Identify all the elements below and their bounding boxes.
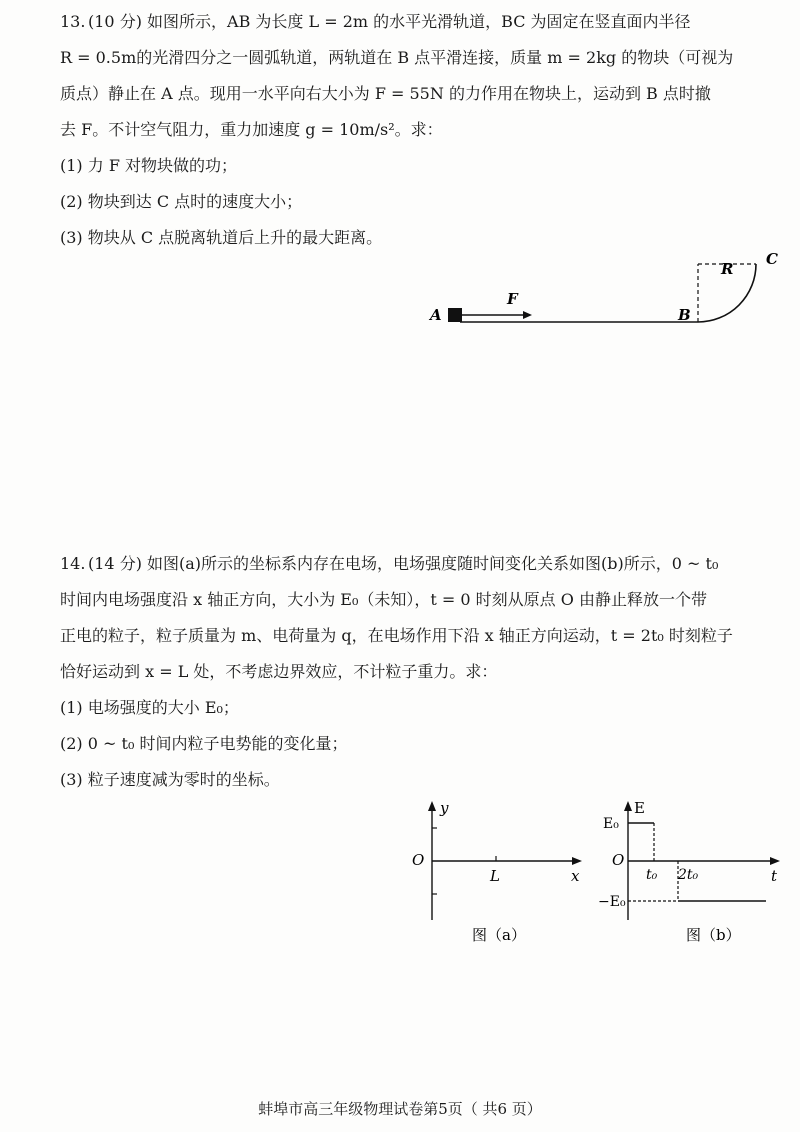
fig-b-level-neg-label: −E₀: [598, 894, 626, 910]
problem-14-question-1: (1) 电场强度的大小 E₀；: [60, 698, 239, 717]
fig-a-origin-label: O: [412, 851, 425, 869]
problem-13-question-3: (3) 物块从 C 点脱离轨道后上升的最大距离。: [60, 228, 383, 247]
fig-a-x-arrow: [572, 857, 582, 865]
fig-a-axis-x-label: x: [571, 867, 580, 885]
problem-14: [60, 546, 776, 798]
label-r: R: [721, 260, 734, 278]
problem-14-line-3: 正电的粒子，粒子质量为 m、电荷量为 q，在电场作用下沿 x 轴正方向运动，t = 2t₀ 时刻粒子: [60, 626, 733, 645]
fig-b-e-arrow: [624, 801, 632, 811]
problem-13-text-1: (10 分) 如图所示，AB 为长度 L = 2m 的水平光滑轨道，BC 为固定在竖直面内半径: [88, 12, 691, 31]
problem-13-question-1: (1) 力 F 对物块做的功；: [60, 156, 238, 175]
block: [448, 308, 462, 322]
figure-b: [598, 795, 798, 945]
label-a: A: [430, 306, 442, 324]
problem-14-line-1: [60, 546, 776, 582]
figure-a: [410, 795, 590, 945]
label-c: C: [766, 250, 778, 268]
problem-14-question-3: (3) 粒子速度减为零时的坐标。: [60, 770, 280, 789]
page-footer: 蚌埠市高三年级物理试卷第5页（ 共6 页）: [258, 1100, 542, 1118]
problem-13-line-1: [60, 4, 776, 40]
label-b: B: [678, 306, 691, 324]
problem-14-number: 14.: [60, 554, 86, 573]
problem-14-line-4: 恰好运动到 x = L 处，不考虑边界效应，不计粒子重力。求：: [60, 662, 498, 681]
problem-13-line-4: 去 F。不计空气阻力，重力加速度 g = 10m/s²。求：: [60, 120, 443, 139]
problem-14-line-2: 时间内电场强度沿 x 轴正方向，大小为 E₀（未知），t = 0 时刻从原点 O 由静止释放一个带: [60, 590, 707, 609]
label-f: F: [507, 290, 518, 308]
force-arrow-head: [523, 311, 532, 319]
problem-14-question-2: (2) 0 ~ t₀ 时间内粒子电势能的变化量；: [60, 734, 348, 753]
fig-b-tick-t0: t₀: [646, 867, 658, 883]
problem-13: [60, 4, 776, 256]
fig-a-mark-l: L: [490, 867, 500, 885]
track-figure: [420, 240, 790, 330]
problem-13-number: 13.: [60, 12, 86, 31]
fig-b-level-pos-label: E₀: [603, 816, 619, 832]
fig-a-axis-y-label: y: [440, 799, 449, 817]
fig-b-axis-t-label: t: [771, 867, 778, 885]
fig-a-y-arrow: [428, 801, 436, 811]
fig-b-t-arrow: [770, 857, 780, 865]
problem-13-question-2: (2) 物块到达 C 点时的速度大小；: [60, 192, 303, 211]
fig-a-caption: 图（a）: [472, 926, 526, 944]
fig-b-caption: 图（b）: [686, 926, 741, 944]
problem-14-text-1: (14 分) 如图(a)所示的坐标系内存在电场，电场强度随时间变化关系如图(b)所示，0 ~ t₀: [88, 554, 719, 573]
fig-b-axis-e-label: E: [634, 799, 645, 817]
problem-13-line-3: 质点）静止在 A 点。现用一水平向右大小为 F = 55N 的力作用在物块上，运动到 B 点时撤: [60, 84, 711, 103]
problem-13-line-2: R = 0.5m的光滑四分之一圆弧轨道，两轨道在 B 点平滑连接，质量 m = 2kg 的物块（可视为: [60, 48, 734, 67]
fig-b-tick-2t0: 2t₀: [678, 867, 699, 883]
fig-b-origin-label: O: [612, 851, 625, 869]
